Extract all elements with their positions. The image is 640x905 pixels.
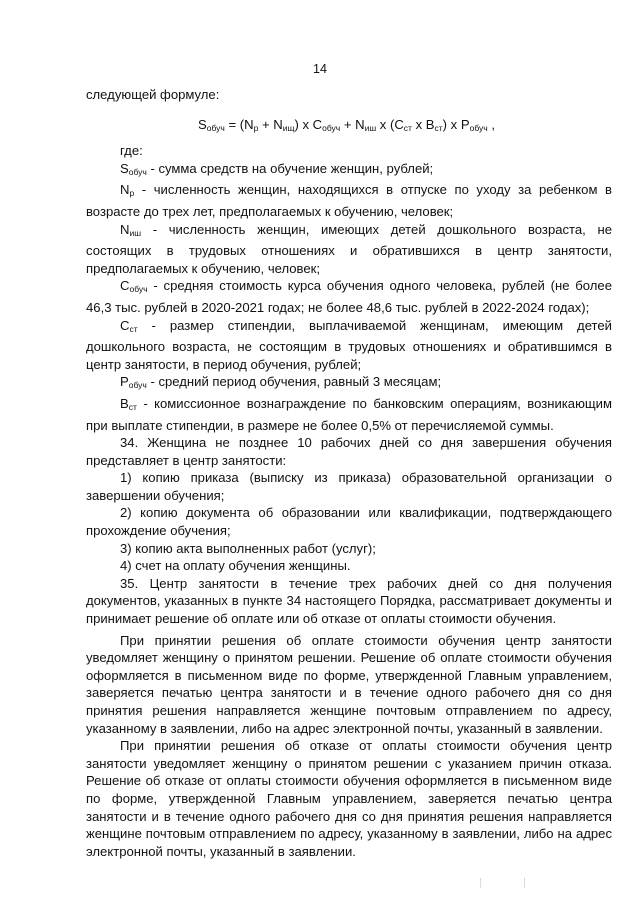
definition-item: $С_{ст}$ - размер стипендии, выплачиваемой женщинам, имеющим детей дошкольного возраста, не состоящим в трудовых отношениях и обратившимся в центр занятости, в период обучения, рублей; — [86, 317, 612, 372]
definition-item: $S_{обуч}$ - сумма средств на обучение женщин, рублей; — [120, 160, 434, 177]
paragraph-35: 35. Центр занятости в течение трех рабочих дней со дня получения документов, указанных в пункте 34 настоящего Порядка, рассматривает документы и принимает решение об оплате или об отказе от оплаты стоимости обучения. — [86, 575, 612, 627]
paragraph-payment-refused: При принятии решения об отказе от оплаты стоимости обучения центр занятости уведомляет женщину о принятом решении с указанием причин отказа. Решение об отказе от оплаты стоимости обучения оформляется в письменном виде по форме, утвержденной Главным управлением, заверяется печатью центра занятости и в течение одного рабочего дня со дня принятия решения направляется женщине почтовым отправлением по адресу, указанному в заявлении, либо на адрес электронной почты, указанный в заявлении. — [86, 738, 612, 859]
paragraph-34: 34. Женщина не позднее 10 рабочих дней со дня завершения обучения представляет в центр занятости: — [86, 435, 612, 468]
list-item: 2) копию документа об образовании или квалификации, подтверждающего прохождение обучения; — [86, 505, 612, 539]
definition-item: $N_{иш}$ - численность женщин, имеющих детей дошкольного возраста, не состоящих в трудовых отношениях и обратившихся в центр занятости, предполагаемых к обучению, человек; — [86, 221, 612, 276]
definition-item: $N_р$ - численность женщин, находящихся в отпуске по уходу за ребенком в возрасте до трех лет, предполагаемых к обучению, человек; — [86, 182, 612, 219]
where-label: где: — [120, 143, 143, 159]
document-body — [86, 86, 612, 860]
definition-item: $Р_{обуч}$ - средний период обучения, равный 3 месяцам; — [120, 374, 442, 391]
intro-line: следующей формуле: — [86, 87, 220, 102]
page-number: 14 — [313, 62, 327, 76]
scan-marks: ┊ ┊ — [478, 878, 546, 888]
formula: $S_{обуч} = (N_р + N_{ищ})$ х $С_{обуч} + N_{иш}$ х ($С_{ст}$ х $В_{ст}$) х $Р_{обуч}$ , — [198, 116, 495, 133]
paragraph-payment-accepted: При принятии решения об оплате стоимости обучения центр занятости уведомляет женщину о принятом решении. Решение об оплате стоимости обучения оформляется в письменном виде по форме, утвержденной Главным управлением, заверяется печатью центра занятости и в течение одного рабочего дня со дня принятия решения направляется женщине почтовым отправлением по адресу, указанному в заявлении, либо на адрес электронной почты, указанный в заявлении. — [86, 632, 612, 736]
list-item: 4) счет на оплату обучения женщины. — [120, 558, 351, 574]
definition-item: $В_{ст}$ - комиссионное вознаграждение по банковским операциям, возникающим при выплате стипендии, в размере не более 0,5% от перечисляемой суммы. — [86, 395, 612, 433]
list-item: 3) копию акта выполненных работ (услуг); — [120, 540, 376, 556]
definition-item: $С_{обуч}$ - средняя стоимость курса обучения одного человека, рублей (не более 46,3 тыс. рублей в 2020-2021 годах; не более 48,6 тыс. рублей в 2022-2024 годах); — [86, 278, 612, 315]
list-item: 1) копию приказа (выписку из приказа) образовательной организации о завершении обучения; — [86, 470, 612, 503]
